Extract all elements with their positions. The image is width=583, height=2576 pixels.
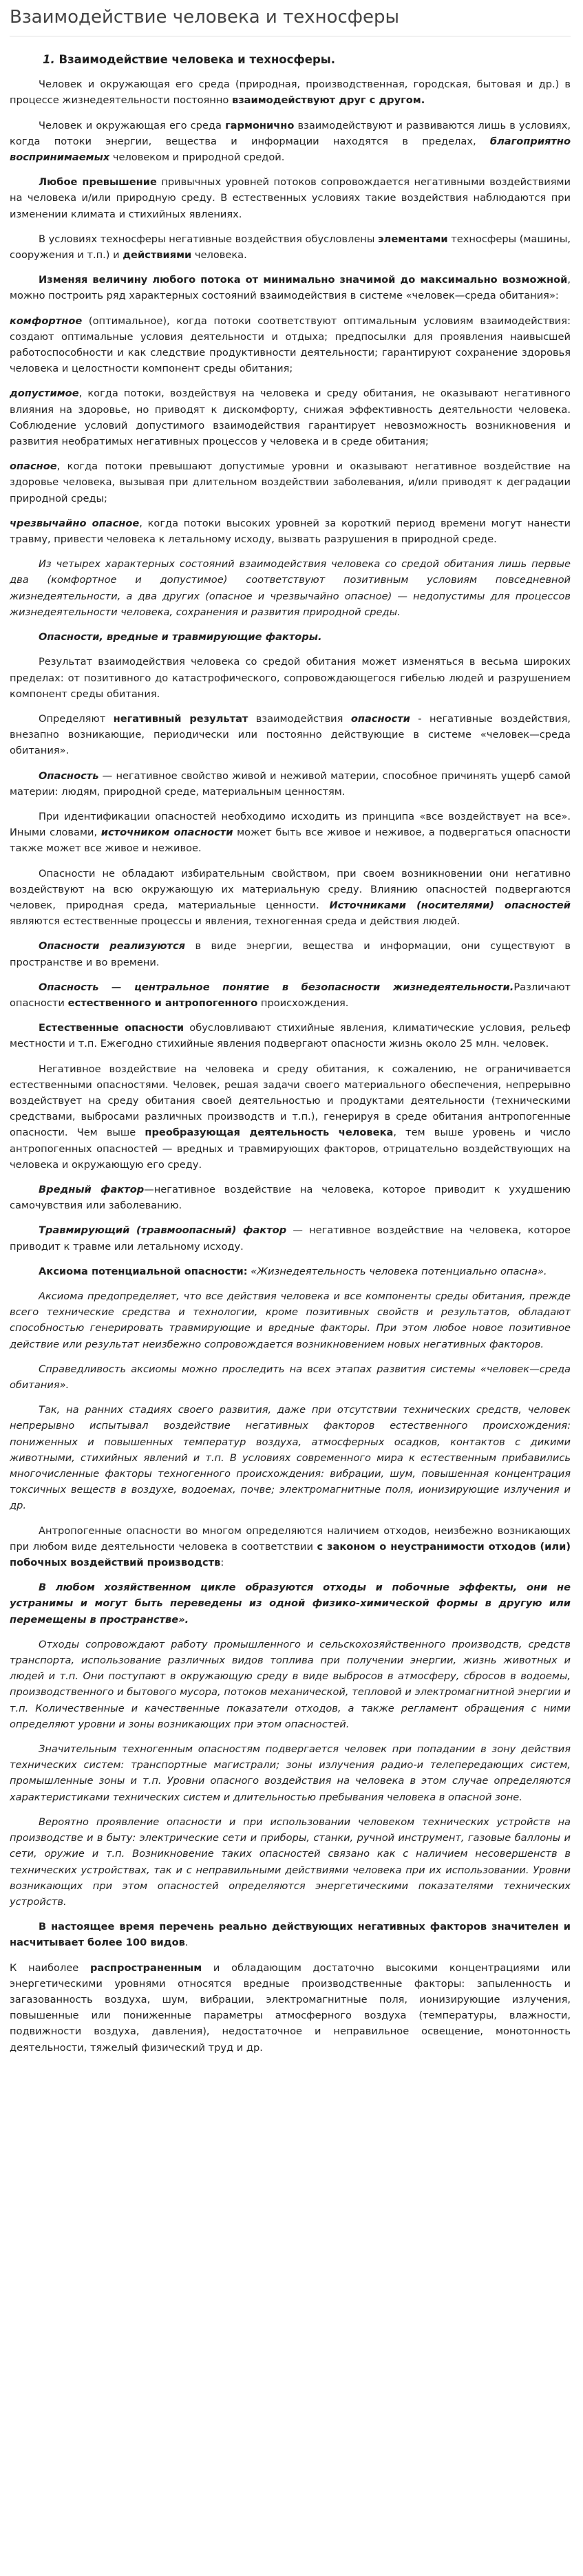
paragraph: Вероятно проявление опасности и при использовании человеком технических устройств на производстве и в быту: электрические сети и приборы, станки, ручной инструмент, газовые баллоны и сети, оружие и т.п. Возникновение таких опасностей связано как с наличием несовершенств в технических устройствах, так и с неправильными действиями человека при их использовании. Уровни возникающих при этом опасностей определяются энергетическими показателями технических устройств. (10, 1816, 571, 1908)
paragraph: комфортное (оптимальное), когда потоки соответствуют оптимальным условиям взаимодействия: создают оптимальные условия деятельности и отдыха; предпосылки для проявления наивысшей работоспособности и как следствие продуктивности деятельности; гарантируют сохранение здоровья человека и целостности компонент среды обитания; (10, 315, 571, 375)
paragraph: Значительным техногенным опасностям подвергается человек при попадании в зону действия технических систем: транспортные магистрали; зоны излучения радио-и телепередающих систем, промышленные зоны и т.п. Уровни опасного воздействия на человека в этом случае определяются характеристиками технических систем и длительностью пребывания человека в опасной зоне. (10, 1743, 571, 1803)
paragraph: Опасность — негативное свойство живой и неживой материи, способное причинять ущерб самой материи: людям, природной среде, материальным ценностям. (10, 769, 571, 798)
paragraph: Так, на ранних стадиях своего развития, даже при отсутствии технических средств, человек непрерывно испытывал воздействие негативных факторов естественного происхождения: пониженных и повышенных температур воздуха, атмосферных осадков, контактов с дикими животными, стихийных явлений и т.п. В условиях современного мира к естественным прибавились многочисленные факторы техногенного происхождения: вибрации, шум, повышенная концентрация токсичных веществ в воздухе, водоемах, почве; электромагнитные поля, ионизирующие излучения и др. (10, 1404, 571, 1512)
paragraph: В условиях техносферы негативные воздействия обусловлены элементами техносферы (машины, сооружения и т.п.) и действиями человека. (10, 233, 571, 262)
paragraph: В настоящее время перечень реально действующих негативных факторов значителен и насчитывает более 100 видов. (10, 1921, 571, 1949)
paragraph: Человек и окружающая его среда (природная, производственная, городская, бытовая и др.) в процессе жизнедеятельности постоянно взаимодействуют друг с другом. (10, 78, 571, 107)
paragraph: Вредный фактор—негативное воздействие на человека, которое приводит к ухудшению самочувствия или заболеванию. (10, 1183, 571, 1212)
paragraph: При идентификации опасностей необходимо исходить из принципа «все воздействует на все». Иными словами, источником опасности может быть все живое и неживое, а подвергаться опасности также может все живое и неживое. (10, 810, 571, 855)
paragraph: Человек и окружающая его среда гармонично взаимодействуют и развиваются лишь в условиях, когда потоки энергии, вещества и информации находятся в пределах, благоприятно воспринимаемых человеком и природной средой. (10, 119, 571, 164)
paragraph: Негативное воздействие на человека и среду обитания, к сожалению, не ограничивается естественными опасностями. Человек, решая задачи своего материального обеспечения, непрерывно воздействует на среду обитания своей деятельностью и продуктами деятельности (техническими средствами, выбросами различных производств и т.п.), генерируя в среде обитания антропогенные опасности. Чем выше преобразующая деятельность человека, тем выше уровень и число антропогенных опасностей — вредных и травмирующих факторов, отрицательно воздействующих на человека и окружающую его среду. (10, 1063, 571, 1171)
paragraph: Опасность — центральное понятие в безопасности жизнедеятельности.Различают опасности естественного и антропогенного происхождения. (10, 981, 571, 1009)
paragraph: Опасности не обладают избирательным свойством, при своем возникновении они негативно воздействуют на всю окружающую их материальную среду. Влиянию опасностей подвергаются человек, природная среда, материальные ценности. Источниками (носителями) опасностей являются естественные процессы и явления, техногенная среда и действия людей. (10, 867, 571, 928)
paragraph: Определяют негативный результат взаимодействия опасности - негативные воздействия, внезапно возникающие, периодически или постоянно действующие в системе «человек—среда обитания». (10, 712, 571, 757)
paragraph: Любое превышение привычных уровней потоков сопровождается негативными воздействиями на человека и/или природную среду. В естественных условиях такие воздействия наблюдаются при изменении климата и стихийных явлениях. (10, 176, 571, 220)
paragraph: К наиболее распространенным и обладающим достаточно высокими концентрациями или энергетическими уровнями относятся вредные производственные факторы: запыленность и загазованность воздуха, шум, вибрации, электромагнитные поля, ионизирующие излучения, повышенные или пониженные параметры атмосферного воздуха (температуры, влажности, подвижности воздуха, давления), недостаточное и неправильное освещение, монотонность деятельности, тяжелый физический труд и др. (10, 1961, 571, 2054)
paragraph: Опасности реализуются в виде энергии, вещества и информации, они существуют в пространстве и во времени. (10, 940, 571, 968)
paragraph: Из четырех характерных состояний взаимодействия человека со средой обитания лишь первые два (комфортное и допустимое) соответствуют позитивным условиям повседневной жизнедеятельности, а два других (опасное и чрезвычайно опасное) — недопустимы для процессов жизнедеятельности человека, сохранения и развития природной среды. (10, 558, 571, 618)
paragraph: допустимое, когда потоки, воздействуя на человека и среду обитания, не оказывают негативного влияния на здоровье, но приводят к дискомфорту, снижая эффективность деятельности человека. Соблюдение условий допустимого взаимодействия гарантирует невозможность возникновения и развития необратимых негативных процессов у человека и в среде обитания; (10, 387, 571, 448)
paragraph: Травмирующий (травмоопасный) фактор — негативное воздействие на человека, которое приводит к травме или летальному исходу. (10, 1224, 571, 1253)
paragraph: Антропогенные опасности во многом определяются наличием отходов, неизбежно возникающих при любом виде деятельности человека в соответствии с законом о неустранимости отходов (или) побочных воздействий производств: (10, 1524, 571, 1569)
paragraph: Отходы сопровождают работу промышленного и сельскохозяйственного производств, средств транспорта, использование различных видов топлива при получении энергии, жизнь животных и людей и т.п. Они поступают в окружающую среду в виде выбросов в атмосферу, сбросов в водоемы, производственного и бытового мусора, потоков механической, тепловой и электромагнитной энергии и т.п. Количественные и качественные показатели отходов, а также регламент обращения с ними определяют уровни и зоны возникающих при этом опасностей. (10, 1638, 571, 1730)
paragraph: чрезвычайно опасное, когда потоки высоких уровней за короткий период времени могут нанести травму, привести человека к летальному исходу, вызвать разрушения в природной среде. (10, 517, 571, 546)
page-title: Взаимодействие человека и техносферы (10, 6, 571, 36)
paragraph: Аксиома потенциальной опасности: «Жизнедеятельность человека потенциально опасна». (39, 1265, 547, 1277)
paragraph: Опасности, вредные и травмирующие факторы. (39, 631, 322, 643)
paragraph: Изменяя величину любого потока от минимально значимой до максимально возможной, можно построить ряд характерных состояний взаимодействия в системе «человек—среда обитания»: (10, 274, 571, 302)
section-heading: 1. Взаимодействие человека и техносферы. (43, 53, 335, 66)
paragraph: Естественные опасности обусловливают стихийные явления, климатические условия, рельеф местности и т.п. Ежегодно стихийные явления подвергают опасности жизнь около 25 млн. человек. (10, 1022, 571, 1050)
paragraph: опасное, когда потоки превышают допустимые уровни и оказывают негативное воздействие на здоровье человека, вызывая при длительном воздействии заболевания, и/или приводят к деградации природной среды; (10, 460, 571, 504)
paragraph: Справедливость аксиомы можно проследить на всех этапах развития системы «человек—среда обитания». (10, 1363, 571, 1392)
paragraph: Результат взаимодействия человека со средой обитания может изменяться в весьма широких пределах: от позитивного до катастрофического, сопровождающегося гибелью людей и разрушением компонент среды обитания. (10, 656, 571, 700)
paragraph: В любом хозяйственном цикле образуются отходы и побочные эффекты, они не устранимы и могут быть переведены из одной физико-химической формы в другую или перемещены в пространстве». (10, 1582, 571, 1626)
article-body (10, 52, 571, 2056)
paragraph: Аксиома предопределяет, что все действия человека и все компоненты среды обитания, прежде всего технические средства и технологии, кроме позитивных свойств и результатов, обладают способностью генерировать травмирующие и вредные факторы. При этом любое новое позитивное действие или результат неизбежно сопровождается возникновением новых негативных факторов. (10, 1290, 571, 1350)
